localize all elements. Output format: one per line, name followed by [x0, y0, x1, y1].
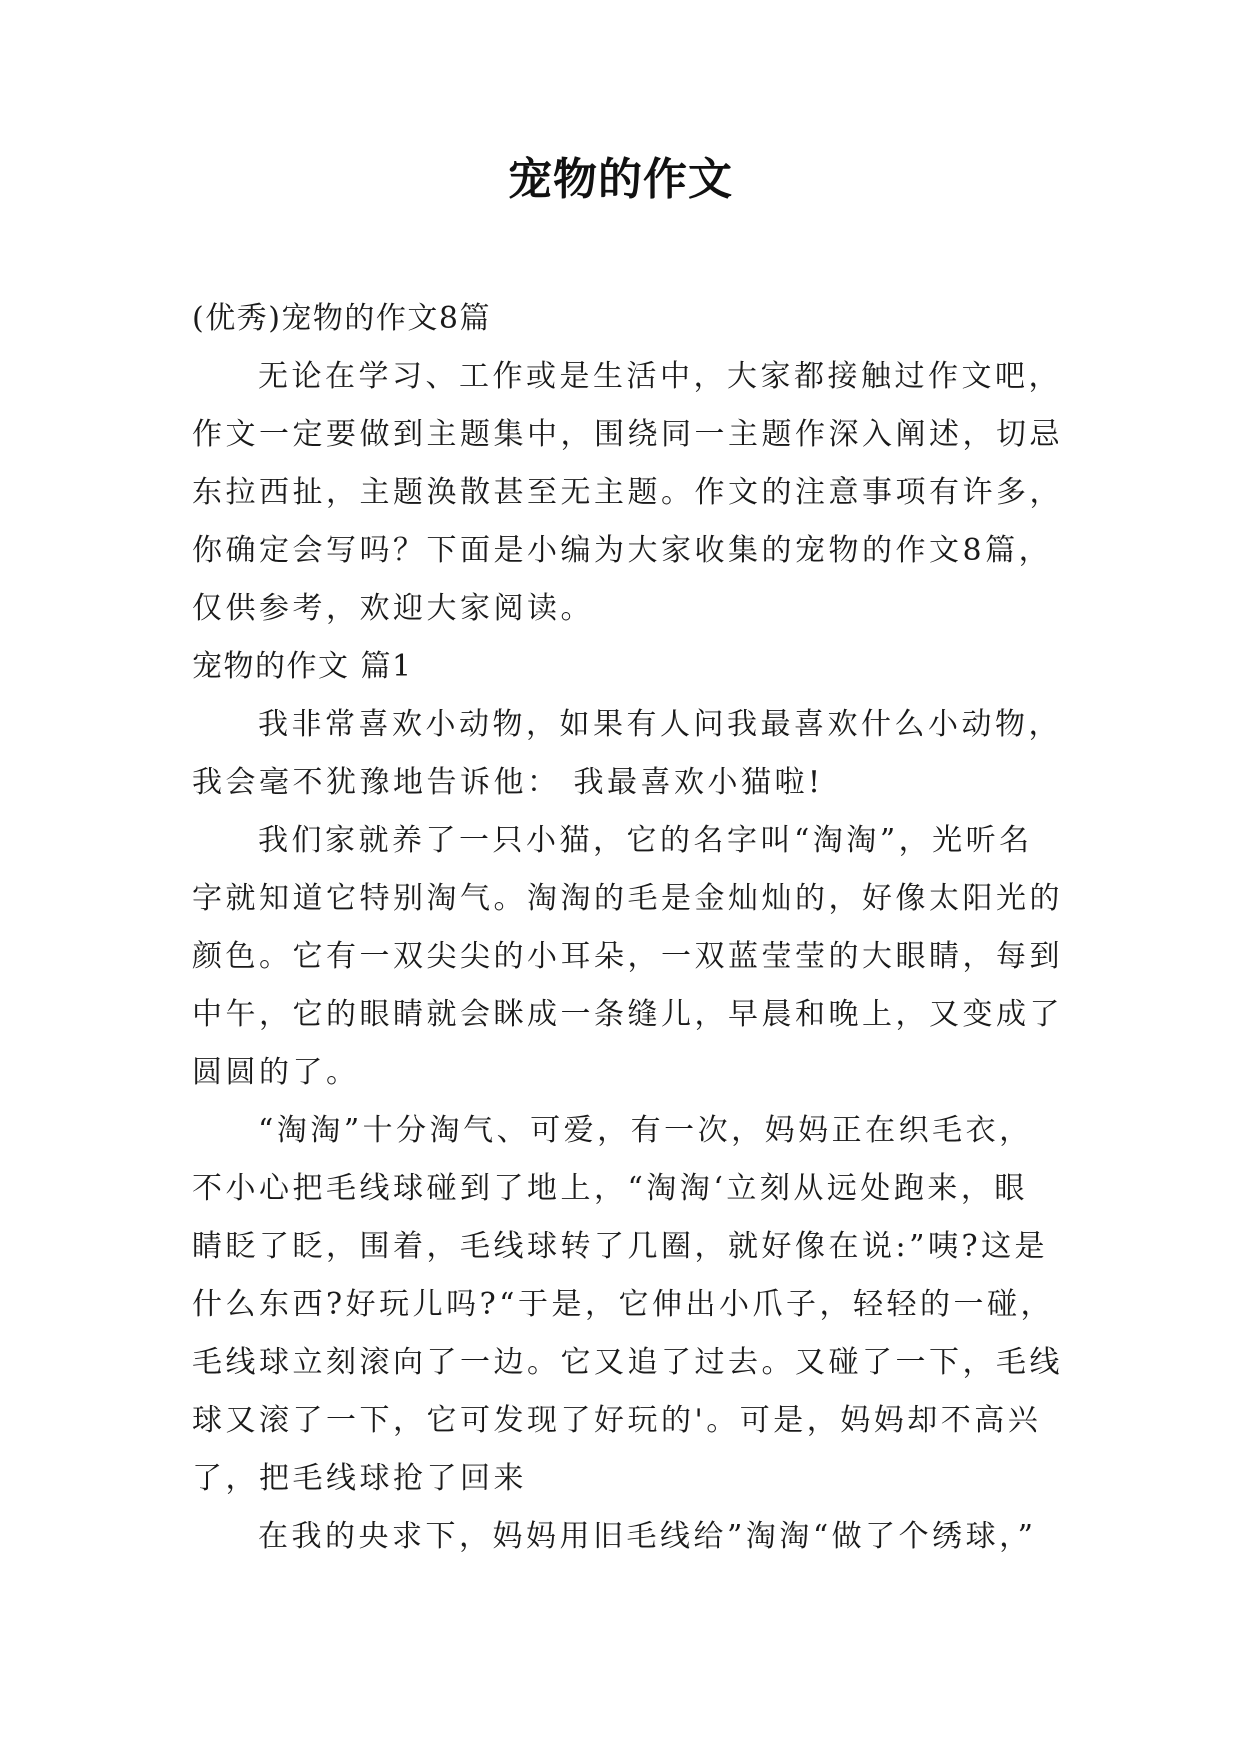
- text-line: 睛眨了眨，围着，毛线球转了几圈，就好像在说:”咦?这是: [192, 1229, 1049, 1264]
- text-line: 什么东西?好玩儿吗?“于是，它伸出小爪子，轻轻的一碰，: [192, 1287, 1055, 1322]
- text-line: 东拉西扯，主题涣散甚至无主题。作文的注意事项有许多，: [192, 475, 1063, 510]
- document-body: [192, 290, 1072, 1566]
- text-line: 颜色。它有一双尖尖的小耳朵，一双蓝莹莹的大眼睛，每到: [192, 939, 1063, 974]
- text-line: 你确定会写吗？下面是小编为大家收集的宠物的作文8篇，: [192, 533, 1053, 568]
- section-heading: 宠物的作文 篇1: [192, 649, 413, 684]
- text-line: 我们家就养了一只小猫，它的名字叫“淘淘”，光听名: [258, 823, 1033, 858]
- text-line: 作文一定要做到主题集中，围绕同一主题作深入阐述，切忌: [192, 417, 1063, 452]
- text-line: 我非常喜欢小动物，如果有人问我最喜欢什么小动物，: [258, 707, 1062, 742]
- text-line: 球又滚了一下，它可发现了好玩的'。可是，妈妈却不高兴: [192, 1403, 1042, 1438]
- text-line: 字就知道它特别淘气。淘淘的毛是金灿灿的，好像太阳光的: [192, 881, 1063, 916]
- text-line: 不小心把毛线球碰到了地上，“淘淘‘立刻从远处跑来，眼: [192, 1171, 1028, 1206]
- text-line: 毛线球立刻滚向了一边。它又追了过去。又碰了一下，毛线: [192, 1345, 1063, 1380]
- text-line: 无论在学习、工作或是生活中，大家都接触过作文吧，: [258, 359, 1062, 394]
- section-heading: (优秀)宠物的作文8篇: [192, 301, 491, 336]
- text-line: “淘淘”十分淘气、可爱，有一次，妈妈正在织毛衣，: [258, 1113, 1033, 1148]
- text-line: 仅供参考，欢迎大家阅读。: [192, 591, 594, 626]
- text-line: 在我的央求下，妈妈用旧毛线给”淘淘“做了个绣球，”: [258, 1519, 1037, 1554]
- text-line: 了，把毛线球抢了回来: [192, 1461, 527, 1496]
- text-line: 我会毫不犹豫地告诉他： 我最喜欢小猫啦!: [192, 765, 824, 800]
- text-line: 中午，它的眼睛就会眯成一条缝儿，早晨和晚上，又变成了: [192, 997, 1063, 1032]
- text-line: 圆圆的了。: [192, 1055, 360, 1090]
- document-title: 宠物的作文: [508, 154, 733, 205]
